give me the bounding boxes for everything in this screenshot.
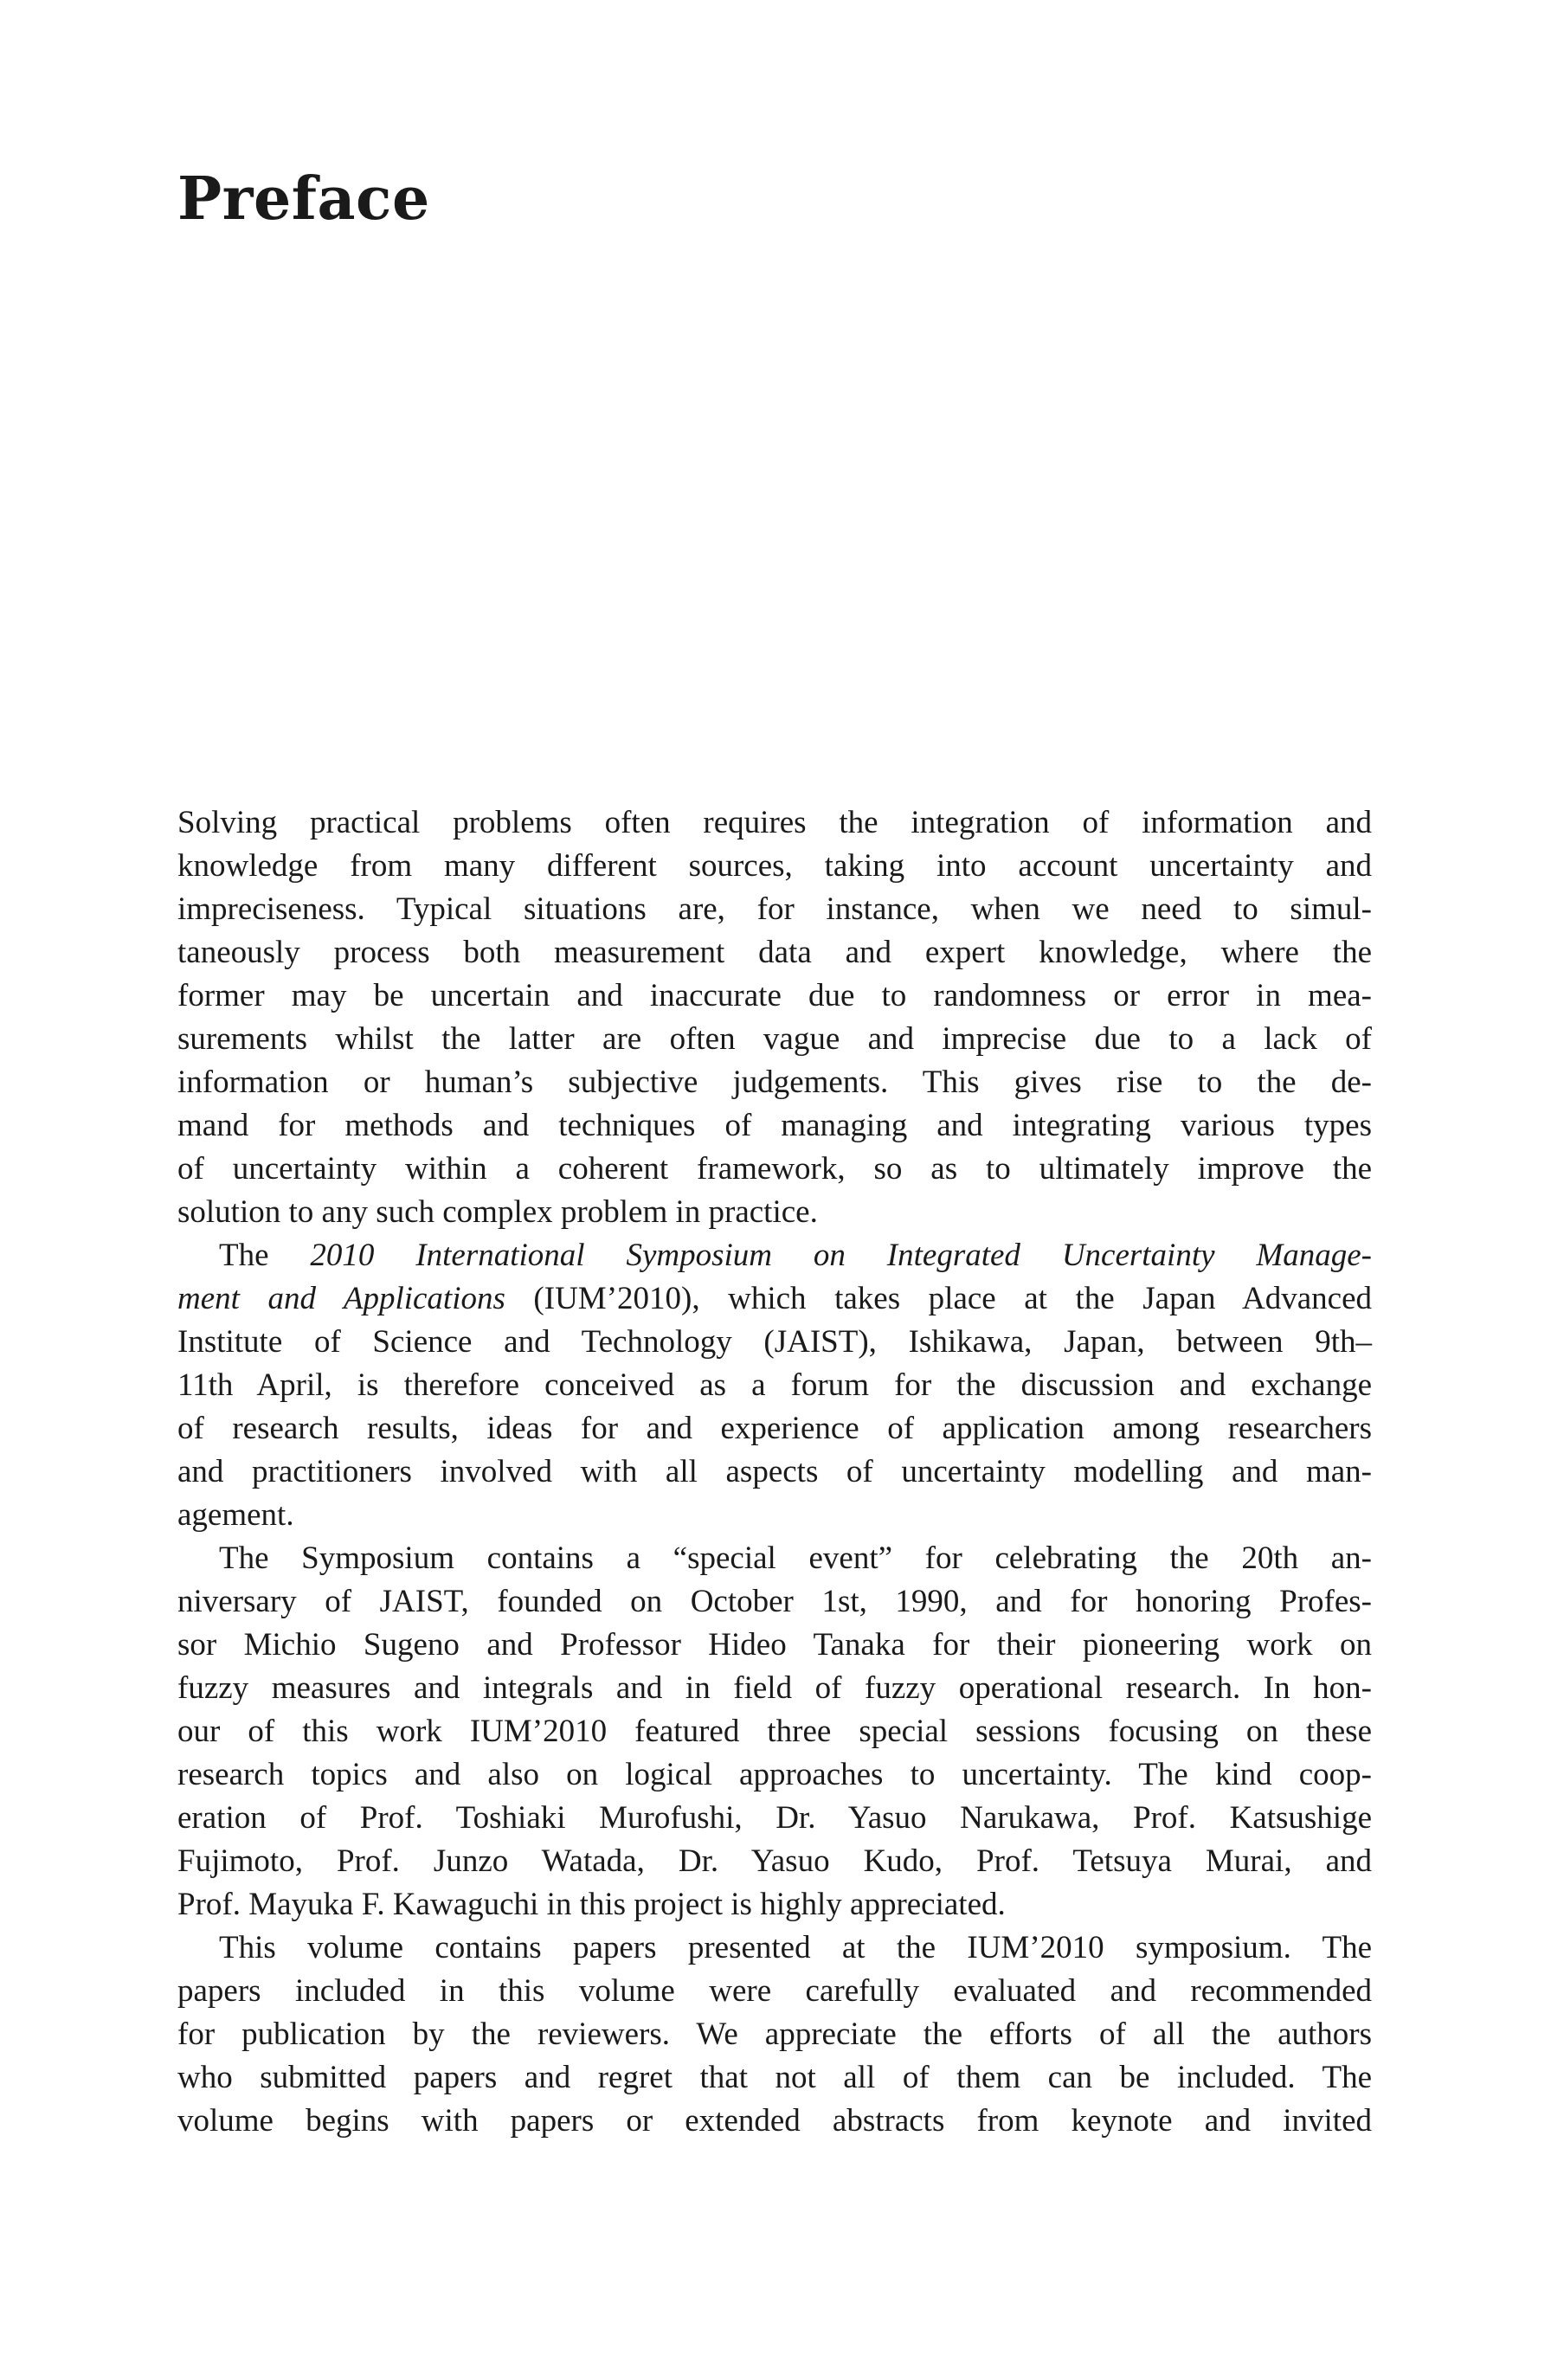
body-text (177, 801, 1372, 2143)
text-line: fuzzy measures and integrals and in field of fuzzy operational research. In hon- (177, 1670, 1372, 1706)
text-run: (IUM’2010), which takes place at the Japan Advanced (505, 1281, 1372, 1316)
text-line: Prof. Mayuka F. Kawaguchi in this project is highly appreciated. (177, 1887, 1006, 1922)
text-line: agement. (177, 1497, 294, 1533)
text-line: The Symposium contains a “special event” for celebrating the 20th an- (219, 1541, 1372, 1576)
paragraph-4 (177, 1927, 1372, 2143)
text-line: surements whilst the latter are often vague and imprecise due to a lack of (177, 1021, 1372, 1057)
text-line (177, 1234, 1372, 1277)
text-line: Fujimoto, Prof. Junzo Watada, Dr. Yasuo Kudo, Prof. Tetsuya Murai, and (177, 1843, 1372, 1879)
text-line: former may be uncertain and inaccurate due to randomness or error in mea- (177, 978, 1372, 1013)
text-line: for publication by the reviewers. We appreciate the efforts of all the authors (177, 2017, 1372, 2052)
paragraph-2 (177, 1234, 1372, 1537)
text-line: eration of Prof. Toshiaki Murofushi, Dr. Yasuo Narukawa, Prof. Katsushige (177, 1800, 1372, 1836)
symposium-name-italic: 2010 International Symposium on Integrated Uncertainty Manage- (310, 1238, 1372, 1273)
text-line: Solving practical problems often requires the integration of information and (177, 805, 1372, 840)
text-line: niversary of JAIST, founded on October 1st, 1990, and for honoring Profes- (177, 1584, 1372, 1619)
text-line: of research results, ideas for and experience of application among researchers (177, 1411, 1372, 1446)
text-line: taneously process both measurement data and expert knowledge, where the (177, 935, 1372, 970)
paragraph-3 (177, 1537, 1372, 1927)
text-line: our of this work IUM’2010 featured three special sessions focusing on these (177, 1714, 1372, 1749)
text-line: volume begins with papers or extended abstracts from keynote and invited (177, 2103, 1372, 2139)
text-line: research topics and also on logical approaches to uncertainty. The kind coop- (177, 1757, 1372, 1792)
text-line: 11th April, is therefore conceived as a forum for the discussion and exchange (177, 1367, 1372, 1403)
text-line: papers included in this volume were carefully evaluated and recommended (177, 1973, 1372, 2009)
text-line (177, 1277, 1372, 1321)
text-run: The (219, 1238, 311, 1273)
text-line: sor Michio Sugeno and Professor Hideo Tanaka for their pioneering work on (177, 1627, 1372, 1663)
text-line: mand for methods and techniques of managing and integrating various types (177, 1108, 1372, 1143)
text-line: solution to any such complex problem in practice. (177, 1194, 818, 1230)
page-title: Preface (177, 164, 430, 234)
text-line: and practitioners involved with all aspects of uncertainty modelling and man- (177, 1454, 1372, 1489)
text-line: This volume contains papers presented at the IUM’2010 symposium. The (219, 1930, 1372, 1965)
text-line: information or human’s subjective judgements. This gives rise to the de- (177, 1065, 1372, 1100)
symposium-name-italic: ment and Applications (177, 1281, 505, 1316)
paragraph-1 (177, 801, 1372, 1234)
text-line: knowledge from many different sources, taking into account uncertainty and (177, 848, 1372, 884)
text-line: Institute of Science and Technology (JAIST), Ishikawa, Japan, between 9th– (177, 1324, 1372, 1360)
text-line: of uncertainty within a coherent framework, so as to ultimately improve the (177, 1151, 1372, 1187)
text-line: impreciseness. Typical situations are, for instance, when we need to simul- (177, 891, 1372, 927)
text-line: who submitted papers and regret that not all of them can be included. The (177, 2060, 1372, 2095)
